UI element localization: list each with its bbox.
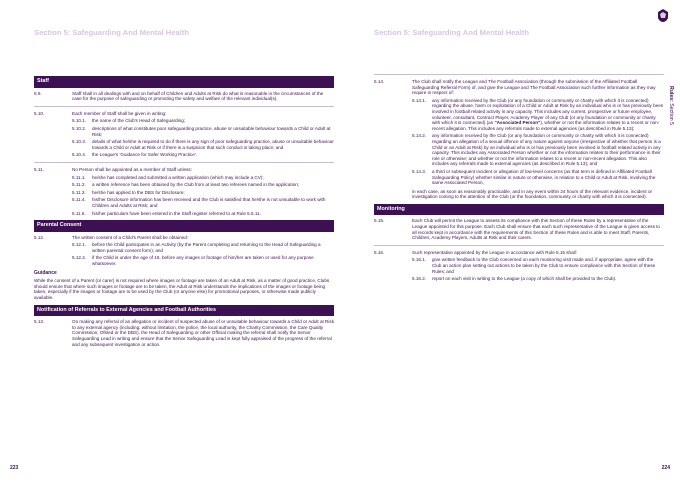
guidance-text: While the consent of a Parent (or carer) is not required where images or footage are taken of an Adult at Risk, as a matter of good practice, Clubs should ensure that where such images or footage are to be taken, the Adult at Risk understands the implications of the images or footage being taken, especially if the images or footage are to be used by the Club (or anyone else) for promotional purposes, or otherwise made publicly available. [34, 278, 330, 301]
clause-5-10-1: 5.10.1. the name of the Club's Head of Safeguarding; [72, 118, 186, 124]
clause-5-13: 5.13. On making any referral of an allegation or incident of suspected abuse of or unsuitable behaviour towards a Child or Adult at Risk to any external agency (including, without limitation, the police, the local authority, the Charity Commission, the Care Quality Commission, Ofsted or the DBS), the Head of Safeguarding or other Official making the referral shall notify the Senior Safeguarding Lead in writing and ensure that the Senior Safeguarding Lead is kept fully appraised of the progress of the referral and any subsequent investigation or action. [34, 319, 334, 347]
divider [34, 162, 334, 163]
side-tab: Rules: Section 5 [668, 86, 674, 125]
divider [34, 106, 334, 107]
clause-5-10: 5.10. Each member of Staff shall be given in writing: 5.10.1. the name of the Club's Head of Safeguarding; 5.10.2. descriptions of what constitutes poor safeguarding practice, abuse or unsuitable behaviour towards a Child or Adult at Risk; 5.10.3. details of what he/she is required to do if there is any sign of poor safeguarding practice, abuse or unsuitable behaviour towards a Child or Adult at Risk or if there is a suspicion that such conduct is taking place; and 5.10.4. the League's 'Guidance for Safer Working Practice'. [34, 110, 334, 158]
clause-5-9: 5.9. Staff shall in all dealings with and on behalf of Children and Adults at Risk do what is reasonable in the circumstances of the case for the purpose of safeguarding or promoting the safety and welfare of the relevant individual(s). [34, 90, 324, 102]
guidance-heading: Guidance [34, 269, 57, 276]
premier-league-lion-icon [656, 8, 670, 23]
divider [374, 74, 664, 75]
clause-5-16-2: 5.16.2. report on each visit in writing to the League (a copy of which shall be provided to the Club). [412, 276, 617, 282]
page-number-left: 223 [10, 465, 19, 471]
clause-5-14-2: 5.14.2. any information received by the Club (or any foundation or community or charity with which it is connected) regarding an allegation of a sexual offence of any nature against anyone (irrespective of whether that person is a Child or an Adult at Risk) by an individual who is or has previously been involved in football related activity in any capacity. This includes any Associated Person whether or not the information relates to their performance in their role or otherwise; and whether or not the information relates to a recent or non-recent allegation. This also includes any referrals made to external agencies (as described in Rule 5.13); and [412, 133, 661, 167]
staff-heading: Staff [34, 76, 334, 88]
clause-5-16-1: 5.16.1. give written feedback to the Club concerned on each monitoring visit made and, if appropriate, agree with the Club an action plan setting out actions to be taken by the Club to ensure compliance with this Section of these Rules; and [412, 257, 656, 274]
clause-5-12: 5.12. The written consent of a Child's Parent shall be obtained: 5.12.1. before the Child participates in an Activity (by the Parent completing and returning to the Head of Safeguarding a written parental consent form); and 5.12.2. if the Child is under the age of 16, before any images or footage of him/her are taken or used for any purpose whatsoever. [34, 235, 334, 267]
clause-5-16: 5.16. Such representative appointed by the League in accordance with Rule 5.15 shall: 5.16.1. give written feedback to the Club concerned on each monitoring visit made and, if appropriate, agree with the Club an action plan setting out actions to be taken by the Club to ensure compliance with this Section of these Rules; and 5.16.2. report on each visit in writing to the League (a copy of which shall be provided to the Club). [374, 250, 664, 282]
section-title-right: Section 5: Safeguarding And Mental Health [374, 28, 529, 37]
clause-5-14-tail: in each case, as soon as reasonably practicable, and in any event within 24 hours of the relevant evidence, incident or investigation coming to the attention of the Club (or the foundation, community or charity with which it is connected). [412, 188, 653, 200]
divider [374, 245, 664, 246]
clause-5-11-1: 5.11.1. he/she has completed and submitted a written application (which may include a CV); [72, 174, 264, 180]
clause-5-15: 5.15. Each Club will permit the League to assess its compliance with this Section of these Rules by a representative of the League appointed for this purpose. Each Club shall ensure that each such representative of the League is given access to all records kept in accordance with the requirements of this Section of these Rules and is able to meet Staff, Parents, Children, Academy Players, Adults at Risk and their carers. [374, 218, 660, 241]
clause-5-14-3: 5.14.3. a third or subsequent incident or allegation of low-level concerns (as that term is defined in Affiliated Football Safeguarding Policy) whether similar in nature or otherwise, in relation to a Child or Adult at Risk, involving the same Associated Person, [412, 168, 656, 186]
clause-5-11-4: 5.11.4. his/her Disclosure information has been received and the Club is satisfied that he/she is not unsuitable to work with Children and Adults at Risk; and [72, 197, 326, 208]
clause-5-11-5: 5.11.5. his/her particulars have been entered in the Staff register referred to at Rule 5.5.11. [72, 210, 261, 216]
notification-heading: Notification of Referrals to External Agencies and Football Authorities [34, 305, 334, 317]
clause-5-10-2: 5.10.2. descriptions of what constitutes poor safeguarding practice, abuse or unsuitable behaviour towards a Child or Adult at Risk; [72, 125, 331, 137]
clause-5-14: 5.14. The Club shall notify the League and The Football Association (through the submission of the Affiliated Football Safeguarding Referral Form) of, and give the League and The Football Association such further information as they may require in respect of: 5.14.1. any information received by the Club (or any foundation or community or charity with which it is connected) regarding the abuse, harm or exploitation of a Child or Adult at Risk by an individual who is or has previously been involved in football related activity in any capacity. This includes any current, prospective or future employee, volunteer, consultant, Contract Player, Academy Player of any Club (or any foundation or community or charity with which it is connected) (an "Associated Person"), whether or not the information relates to a recent or non-recent allegation. This includes any referrals made to external agencies (as described in Rule 5.13); 5.14.2. any information received by the Club (or any foundation or community or charity with which it is connected) regarding an allegation of a sexual offence of any nature against anyone (irrespective of whether that person is a Child or an Adult at Risk) by an individual who is or has previously been involved in football related activity in any capacity. This includes any Associated Person whether or not the information relates to their performance in their role or otherwise; and whether or not the information relates to a recent or non-recent allegation. This also includes any referrals made to external agencies (as described in Rule 5.13); and 5.14.3. a third or subsequent incident or allegation of low-level concerns (as that term is defined in Affiliated Football Safeguarding Policy) whether similar in nature or otherwise, in relation to a Child or Adult at Risk, involving the same Associated Person, in each case, as soon as reasonably practicable, and in any event within 24 hours of the relevant evidence, incident or investigation coming to the attention of the Club (or the foundation, community or charity with which it is connected). [374, 79, 664, 200]
parental-consent-heading: Parental Consent [34, 220, 334, 232]
right-page [340, 0, 680, 483]
clause-5-11-3: 5.11.3. he/she has applied to the DBS for Disclosure; [72, 189, 185, 195]
clause-5-10-3: 5.10.3. details of what he/she is required to do if there is any sign of poor safeguarding practice, abuse or unsuitable behaviour towards a Child or Adult at Risk or if there is a suspicion that such conduct is taking place; and [72, 139, 334, 150]
clause-5-12-2: 5.12.2. if the Child is under the age of 16, before any images or footage of him/her are taken or used for any purpose whatsoever. [72, 255, 314, 267]
clause-5-11: 5.11. No Person shall be appointed as a member of Staff unless: 5.11.1. he/she has completed and submitted a written application (which may include a CV); 5.11.2. a written reference has been obtained by the Club from at least two referees named in the application; 5.11.3. he/she has applied to the DBS for Disclosure; 5.11.4. his/her Disclosure information has been received and the Club is satisfied that he/she is not unsuitable to work with Children and Adults at Risk; and 5.11.5. his/her particulars have been entered in the Staff register referred to at Rule 5.5.11. [34, 167, 334, 216]
page-number-right: 224 [661, 465, 670, 471]
clause-5-12-1: 5.12.1. before the Child participates in an Activity (by the Parent completing and returning to the Head of Safeguarding a written parental consent form); and [72, 242, 321, 253]
clause-5-10-4: 5.10.4. the League's 'Guidance for Safer Working Practice'. [72, 152, 197, 158]
left-content [34, 74, 334, 351]
monitoring-heading: Monitoring [374, 204, 664, 216]
right-content [374, 74, 664, 286]
section-title-left: Section 5: Safeguarding And Mental Health [34, 28, 189, 37]
clause-5-14-1: 5.14.1. any information received by the Club (or any foundation or community or charity with which it is connected) regarding the abuse, harm or exploitation of a Child or Adult at Risk by an individual who is or has previously been involved in football related activity in any capacity. This includes any current, prospective or future employee, volunteer, consultant, Contract Player, Academy Player of any Club (or any foundation or community or charity with which it is connected) (an "Associated Person"), whether or not the information relates to a recent or non-recent allegation. This includes any referrals made to external agencies (as described in Rule 5.13); [412, 97, 664, 131]
clause-5-11-2: 5.11.2. a written reference has been obtained by the Club from at least two referees named in the application; [72, 182, 300, 188]
